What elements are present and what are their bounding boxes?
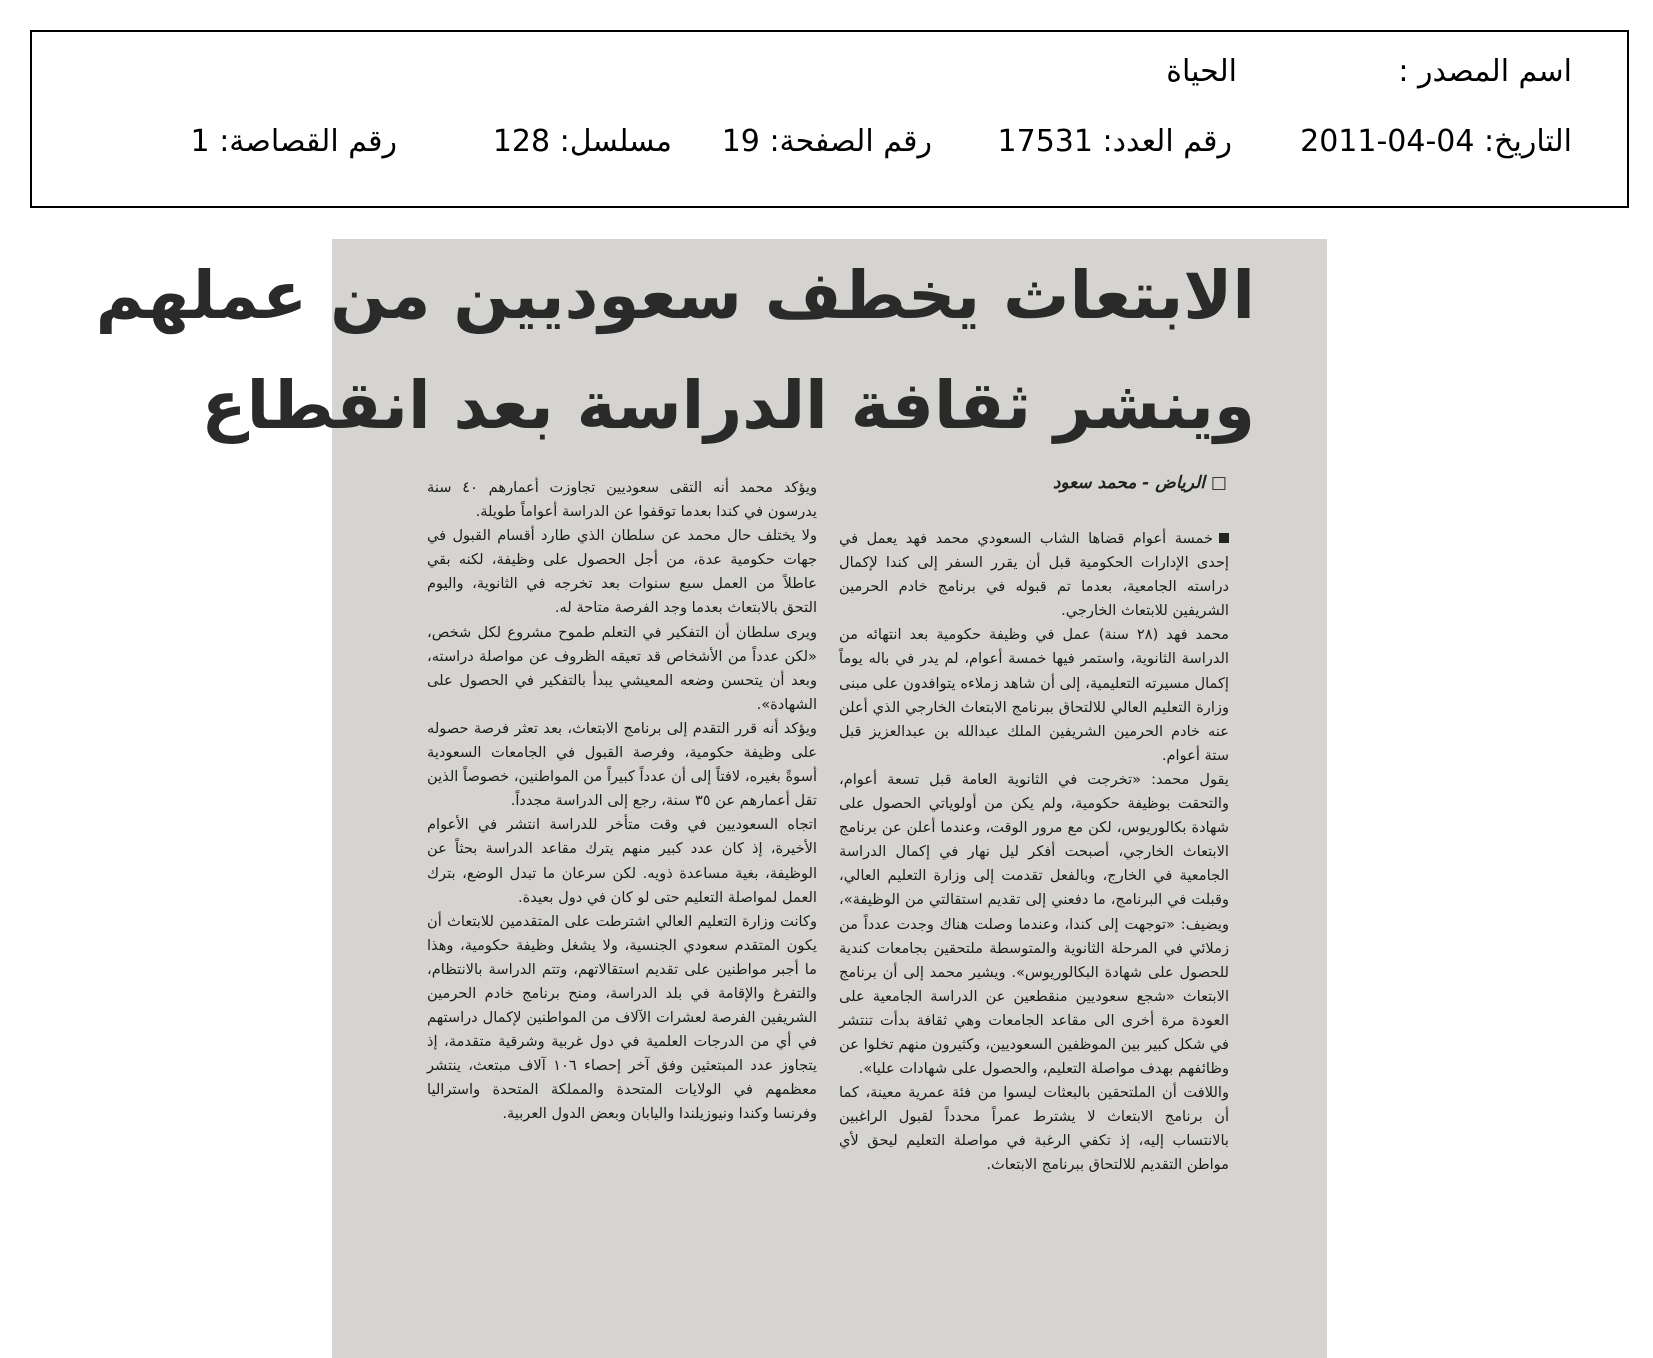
date-field (1300, 124, 1572, 159)
paragraph: ولا يختلف حال محمد عن سلطان الذي طارد أقسام القبول في جهات حكومية عدة، من أجل الحصول على وظيفة، لكنه بقي عاطلاً من العمل سبع سنوات بعد تخرجه في الثانوية، واليوم التحق بالابتعاث بعدما وجد الفرصة متاحة له. (427, 527, 817, 617)
headline-line-2: وينشر ثقافة الدراسة بعد انقطاع (201, 367, 1255, 444)
serial-label: مسلسل: (559, 124, 672, 159)
byline: □ الرياض - محمد سعود (1052, 473, 1227, 493)
paragraph: ويرى سلطان أن التفكير في التعلم طموح مشروع لكل شخص، «لكن عدداً من الأشخاص قد تعيقه الظروف عن مواصلة دراسته، وبعد أن يتحسن وضعه المعيشي يبدأ بالتفكير في الحصول على الشهادة». (427, 623, 817, 713)
paragraph: خمسة أعوام قضاها الشاب السعودي محمد فهد يعمل في إحدى الإدارات الحكومية قبل أن يقرر السفر إلى كندا لإكمال دراسته الجامعية، بعدما تم قبوله في برنامج خادم الحرمين الشريفين للابتعاث الخارجي. (839, 530, 1229, 620)
clip-value: 1 (190, 124, 210, 159)
paragraph: اتجاه السعوديين في وقت متأخر للدراسة انتشر في الأعوام الأخيرة، إذ كان عدد كبير منهم يترك مقاعد الدراسة بحثاً عن الوظيفة، بغية مساعدة ذويه. لكن سرعان ما تبدل الوضع، بترك العمل لمواصلة التعليم حتى لو كان في دول بعيدة. (427, 816, 817, 906)
paragraph: ويؤكد أنه قرر التقدم إلى برنامج الابتعاث، بعد تعثر فرصة حصوله على وظيفة حكومية، وفرصة القبول في الجامعات السعودية أسوةً بغيره، لافتاً إلى أن عدداً كبيراً من المواطنين، خصوصاً الذين تقل أعمارهم عن ٣٥ سنة، رجع إلى الدراسة مجدداً. (427, 719, 817, 810)
source-label: اسم المصدر : (1398, 54, 1572, 89)
paragraph: ويؤكد محمد أنه التقى سعوديين تجاوزت أعمارهم ٤٠ سنة يدرسون في كندا بعدما توقفوا عن الدراسة أعواماً طويلة. (427, 479, 817, 521)
serial-value: 128 (492, 124, 551, 159)
clip-field (191, 124, 397, 159)
date-value: 2011-04-04 (1300, 124, 1475, 159)
issue-label: رقم العدد: (1102, 124, 1232, 159)
document-header-box (30, 30, 1629, 208)
source-value: الحياة (1166, 54, 1237, 89)
issue-field (998, 124, 1232, 159)
newspaper-clipping (95, 239, 1327, 1358)
issue-value: 17531 (997, 124, 1093, 159)
paragraph: واللافت أن الملتحقين بالبعثات ليسوا من فئة عمرية معينة، كما أن برنامج الابتعاث لا يشترط عمراً محدداً لقبول الراغبين بالانتساب إليه، إذ تكفي الرغبة في مواصلة التعليم ليحق لأي مواطن التقديم للالتحاق ببرنامج الابتعاث. (839, 1084, 1229, 1174)
clip-label: رقم القصاصة: (219, 124, 397, 159)
paragraph: يقول محمد: «تخرجت في الثانوية العامة قبل تسعة أعوام، والتحقت بوظيفة حكومية، ولم يكن من أولوياتي الحصول على شهادة بكالوريوس، لكن مع مرور الوقت، وعندما أعلن عن برنامج الابتعاث الخارجي، أصبحت أفكر ليل نهار في إكمال الدراسة الجامعية في الخارج، وبالفعل تقدمت إلى وزارة التعليم العالي، وقبلت في البرنامج، ما دفعني إلى تقديم استقالتي من الوظيفة»، ويضيف: «توجهت إلى كندا، وعندما وصلت هناك وجدت عدداً من زملائي في المرحلة الثانوية والمتوسطة ملتحقين بجامعات كندية للحصول على شهادة البكالوريوس». ويشير محمد إلى أن برنامج الابتعاث «شجع سعوديين منقطعين عن الدراسة الجامعية على العودة مرة أخرى الى مقاعد الجامعات وهي ثقافة بدأت تنتشر في شكل كبير بين الموظفين السعوديين، وكثيرون منهم تخلوا عن وظائفهم بهدف مواصلة التعليم، والحصول على شهادات عليا». (839, 770, 1229, 1078)
page-value: 19 (721, 124, 760, 159)
article-column-left (427, 476, 817, 1127)
date-label: التاريخ: (1484, 124, 1572, 159)
paragraph: محمد فهد (٢٨ سنة) عمل في وظيفة حكومية بعد انتهائه من الدراسة الثانوية، واستمر فيها خمسة أعوام، لم يدر في باله يوماً إكمال مسيرته التعليمية، إلى أن شاهد زملاءه يتوافدون على مبنى وزارة التعليم العالي للالتحاق ببرنامج الابتعاث الخارجي الذي أعلن عنه خادم الحرمين الشريفين الملك عبدالله بن عبدالعزيز قبل ستة أعوام. (839, 626, 1229, 764)
serial-field (493, 124, 672, 159)
bullet-square-icon (1219, 533, 1229, 543)
article-column-right (839, 527, 1229, 1178)
page-label: رقم الصفحة: (769, 124, 932, 159)
paragraph: وكانت وزارة التعليم العالي اشترطت على المتقدمين للابتعاث أن يكون المتقدم سعودي الجنسية، ولا يشغل وظيفة حكومية، وهذا ما أجبر مواطنين على تقديم استقالاتهم، وتتم الدراسة بالانتظام، والتفرغ والإقامة في بلد الدراسة، ومنح برنامج خادم الحرمين الشريفين الفرصة لعشرات الآلاف من المواطنين لإكمال دراستهم في أي من الدرجات العلمية في دول غربية وشرقية متقدمة، إذ يتجاوز عدد المبتعثين وفق آخر إحصاء ١٠٦ آلاف مبتعث، ينتشر معظمهم في الولايات المتحدة والمملكة المتحدة واستراليا وفرنسا وكندا ونيوزيلندا واليابان وبعض الدول العربية. (427, 912, 817, 1123)
page-field (722, 124, 932, 159)
headline-line-1: الابتعاث يخطف سعوديين من عملهم (95, 257, 1255, 334)
